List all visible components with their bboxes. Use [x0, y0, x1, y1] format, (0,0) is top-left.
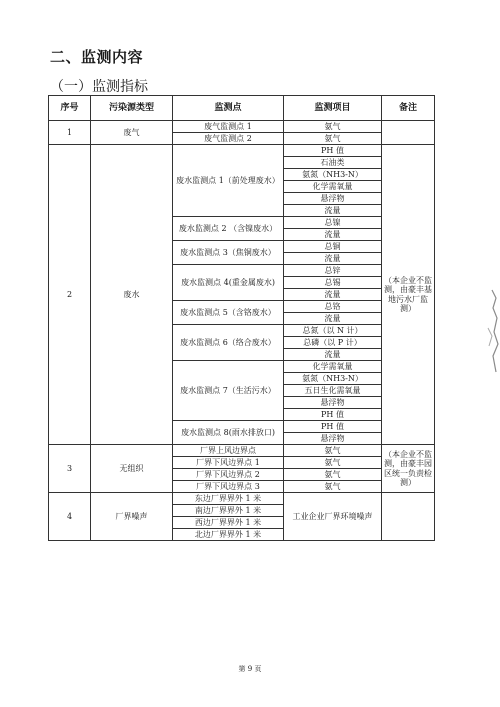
monitoring-point: 废气监测点 1: [173, 121, 284, 133]
monitoring-item: 工业企业厂界环境噪声: [284, 493, 382, 541]
section-title: 二、监测内容: [50, 48, 144, 66]
table-row: [49, 445, 435, 457]
monitoring-point: 东边厂界界外 1 米: [173, 493, 284, 505]
monitoring-point: 废水监测点 7（生活污水）: [173, 361, 284, 421]
monitoring-point: 废水监测点 5（含铬废水）: [173, 301, 284, 325]
monitoring-item: 五日生化需氧量: [284, 385, 382, 397]
monitoring-table: [48, 95, 435, 541]
source-type: 废水: [91, 145, 173, 445]
monitoring-item: 悬浮物: [284, 193, 382, 205]
monitoring-point: 厂界下风边界点 3: [173, 481, 284, 493]
monitoring-item: PH 值: [284, 421, 382, 433]
monitoring-item: 悬浮物: [284, 397, 382, 409]
monitoring-item: 总磷（以 P 计）: [284, 337, 382, 349]
monitoring-item: 氨气: [284, 133, 382, 145]
group-number: 3: [49, 445, 91, 493]
header-source-type: 污染源类型: [91, 96, 173, 121]
group-number: 4: [49, 493, 91, 541]
group-number: 2: [49, 145, 91, 445]
monitoring-item: PH 值: [284, 409, 382, 421]
remark-cell: （本企业不监测，由豪丰基地污水厂监测）: [382, 145, 435, 445]
source-type: 无组织: [91, 445, 173, 493]
monitoring-item: 悬浮物: [284, 433, 382, 445]
source-type: 废气: [91, 121, 173, 145]
monitoring-item: 氨氮（NH3-N）: [284, 169, 382, 181]
monitoring-item: 总锌: [284, 265, 382, 277]
monitoring-point: 厂界上风边界点: [173, 445, 284, 457]
monitoring-point: 废水监测点 6（络合废水）: [173, 325, 284, 361]
table-row: [49, 493, 435, 505]
monitoring-item: 氨气: [284, 457, 382, 469]
source-type: 厂界噪声: [91, 493, 173, 541]
monitoring-item: 流量: [284, 313, 382, 325]
monitoring-item: 流量: [284, 349, 382, 361]
monitoring-point: 厂界下风边界点 1: [173, 457, 284, 469]
monitoring-point: 北边厂界界外 1 米: [173, 529, 284, 541]
monitoring-item: 总锡: [284, 277, 382, 289]
monitoring-item: 氨气: [284, 481, 382, 493]
monitoring-item: 氨气: [284, 469, 382, 481]
monitoring-point: 南边厂界界外 1 米: [173, 505, 284, 517]
monitoring-point: 废水监测点 2 （含镍废水）: [173, 217, 284, 241]
monitoring-item: 氨氮（NH3-N）: [284, 373, 382, 385]
subsection-title: （一）监测指标: [50, 79, 148, 95]
monitoring-item: 化学需氧量: [284, 181, 382, 193]
monitoring-item: 化学需氧量: [284, 361, 382, 373]
monitoring-item: PH 值: [284, 145, 382, 157]
monitoring-item: 总铜: [284, 241, 382, 253]
monitoring-point: 废水监测点 8(雨水排放口): [173, 421, 284, 445]
page-footer: 第 9 页: [238, 665, 262, 673]
monitoring-item: 流量: [284, 229, 382, 241]
monitoring-item: 总铬: [284, 301, 382, 313]
monitoring-point: 厂界下风边界点 2: [173, 469, 284, 481]
monitoring-item: 流量: [284, 289, 382, 301]
header-monitoring-point: 监测点: [173, 96, 284, 121]
monitoring-item: 氨气: [284, 445, 382, 457]
header-remark: 备注: [382, 96, 435, 121]
remark-cell: （本企业不监测，由豪丰园区统一负责检测）: [382, 445, 435, 493]
monitoring-point: 废水监测点 3（焦铜废水）: [173, 241, 284, 265]
monitoring-item: 流量: [284, 253, 382, 265]
binding-edge-mark: [486, 288, 500, 374]
monitoring-point: 西边厂界界外 1 米: [173, 517, 284, 529]
table-header-row: [49, 96, 435, 121]
monitoring-point: 废水监测点 1（前处理废水）: [173, 145, 284, 217]
group-number: 1: [49, 121, 91, 145]
monitoring-item: 流量: [284, 205, 382, 217]
table-row: [49, 145, 435, 157]
monitoring-item: 氨气: [284, 121, 382, 133]
header-no: 序号: [49, 96, 91, 121]
monitoring-item: 总氮（以 N 计）: [284, 325, 382, 337]
remark-cell: [382, 121, 435, 145]
monitoring-point: 废气监测点 2: [173, 133, 284, 145]
monitoring-point: 废水监测点 4(重金属废水): [173, 265, 284, 301]
monitoring-item: 石油类: [284, 157, 382, 169]
header-monitoring-item: 监测项目: [284, 96, 382, 121]
table-row: [49, 121, 435, 133]
remark-cell: [382, 493, 435, 541]
monitoring-item: 总镍: [284, 217, 382, 229]
